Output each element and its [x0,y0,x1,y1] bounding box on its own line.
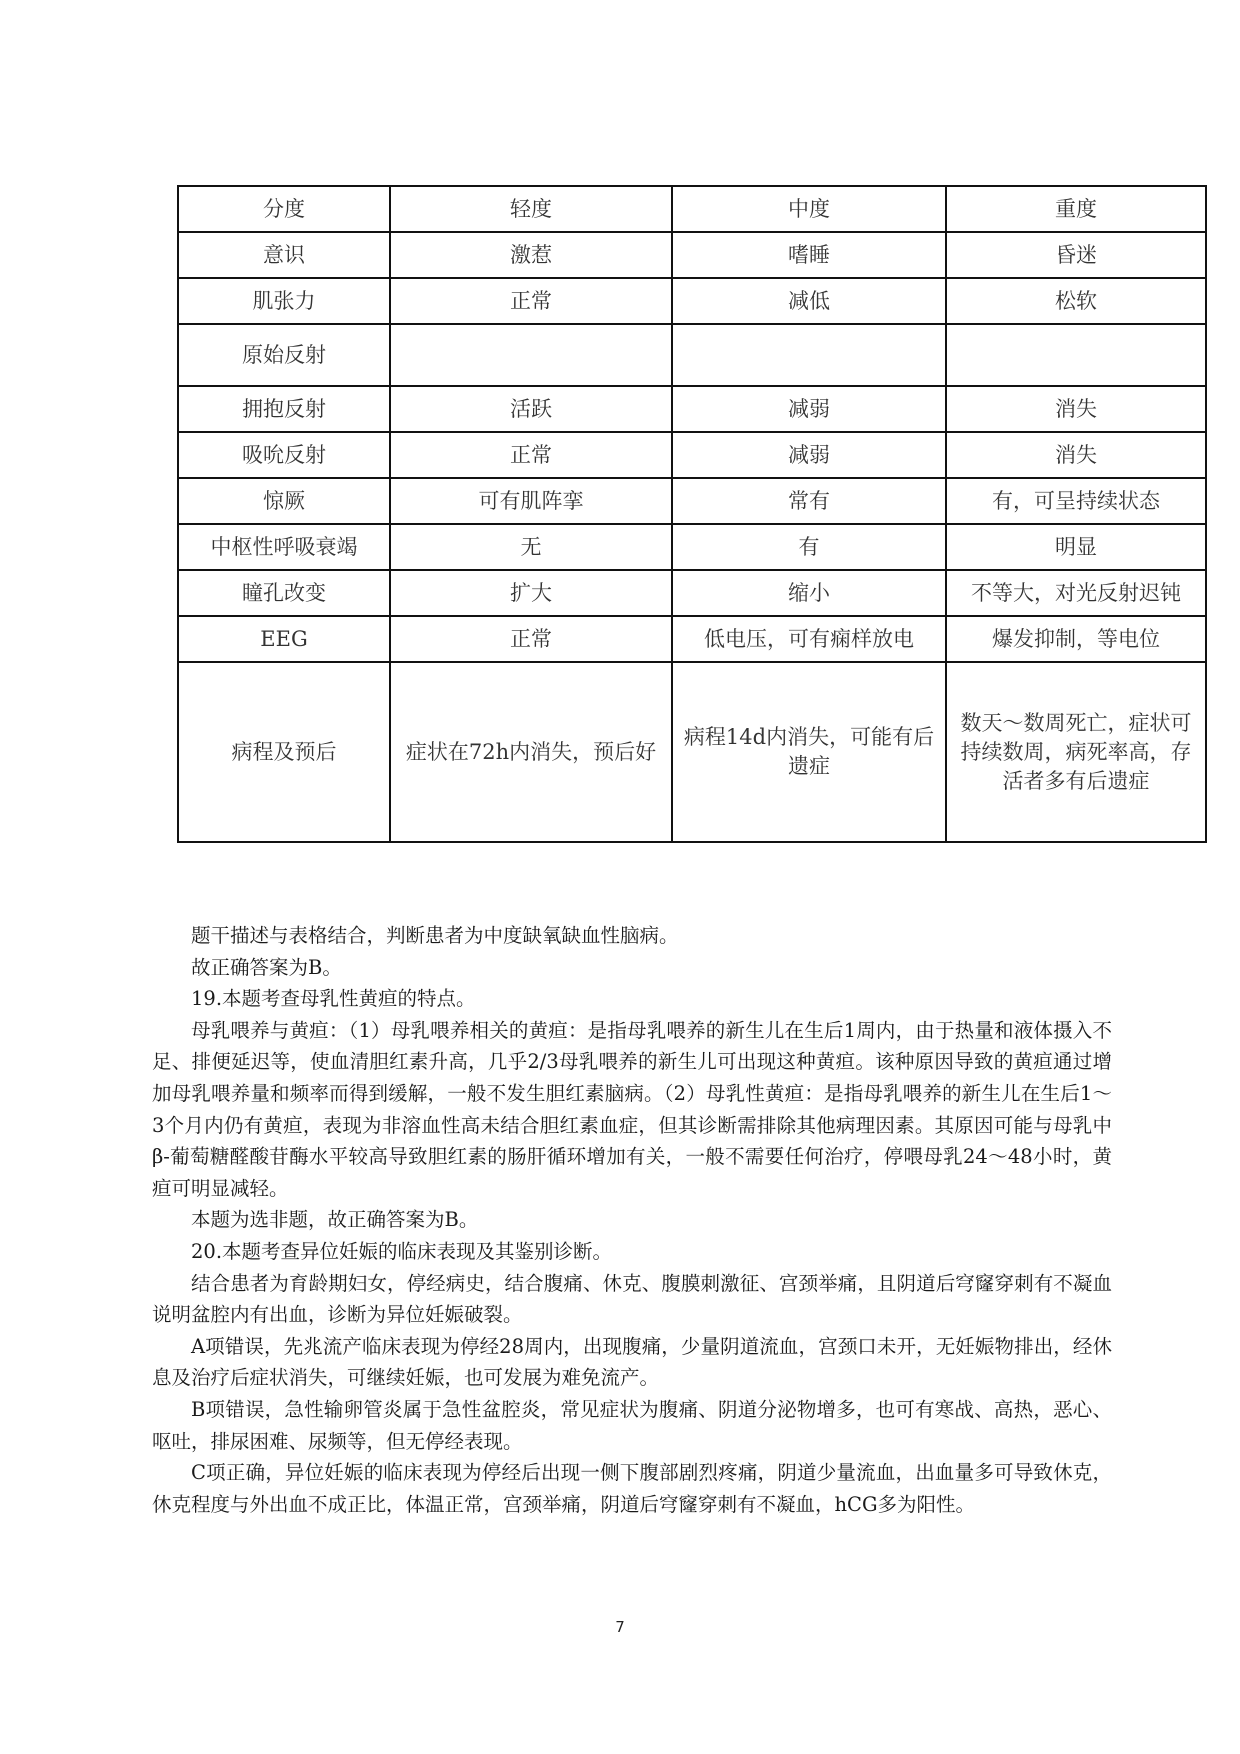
table-row [178,478,1206,524]
table-cell: 正常 [390,616,672,662]
paragraph: C项正确，异位妊娠的临床表现为停经后出现一侧下腹部剧烈疼痛，阴道少量流血，出血量多可导致休克，休克程度与外出血不成正比，体温正常，宫颈举痛，阴道后穹窿穿刺有不凝血，hCG多为阳性。 [152,1461,1112,1516]
table-cell: 病程14d内消失，可能有后遗症 [672,662,946,842]
row-label: 瞳孔改变 [178,570,390,616]
row-label: 拥抱反射 [178,386,390,432]
table-row [178,278,1206,324]
table-cell: 扩大 [390,570,672,616]
table-cell [946,324,1206,386]
hie-grading-table-container [177,185,1205,843]
answer-explanation-text [152,920,1112,1520]
table-row [178,524,1206,570]
table-cell: 缩小 [672,570,946,616]
table-cell: 低电压，可有痫样放电 [672,616,946,662]
table-cell: 常有 [672,478,946,524]
hie-grading-table [177,185,1207,843]
row-label: 惊厥 [178,478,390,524]
paragraph: 题干描述与表格结合，判断患者为中度缺氧缺血性脑病。 [191,924,679,947]
page-number: 7 [615,1618,625,1636]
table-cell: 正常 [390,432,672,478]
table-row [178,324,1206,386]
table-cell [672,324,946,386]
header-cell: 重度 [946,186,1206,232]
table-cell: 减弱 [672,386,946,432]
table-cell [390,324,672,386]
table-row [178,662,1206,842]
row-label: 病程及预后 [178,662,390,842]
table-row [178,386,1206,432]
row-label: 原始反射 [178,324,390,386]
paragraph: B项错误，急性输卵管炎属于急性盆腔炎，常见症状为腹痛、阴道分泌物增多，也可有寒战、高热，恶心、呕吐，排尿困难、尿频等，但无停经表现。 [152,1397,1112,1453]
header-cell: 中度 [672,186,946,232]
table-cell: 有，可呈持续状态 [946,478,1206,524]
table-cell: 激惹 [390,232,672,278]
table-cell: 昏迷 [946,232,1206,278]
header-cell: 分度 [178,186,390,232]
table-cell: 松软 [946,278,1206,324]
table-row [178,432,1206,478]
row-label: 肌张力 [178,278,390,324]
table-row [178,570,1206,616]
paragraph: A项错误，先兆流产临床表现为停经28周内，出现腹痛，少量阴道流血，宫颈口未开，无妊娠物排出，经休息及治疗后症状消失，可继续妊娠，也可发展为难免流产。 [152,1334,1112,1390]
paragraph: 母乳喂养与黄疸：（1）母乳喂养相关的黄疸：是指母乳喂养的新生儿在生后1周内，由于热量和液体摄入不足、排便延迟等，使血清胆红素升高，几乎2/3母乳喂养的新生儿可出现这种黄疸。该种原因导致的黄疸通过增加母乳喂养量和频率而得到缓解，一般不发生胆红素脑病。（2）母乳性黄疸：是指母乳喂养的新生儿在生后1～3个月内仍有黄疸，表现为非溶血性高未结合胆红素血症，但其诊断需排除其他病理因素。其原因可能与母乳中β-葡萄糖醛酸苷酶水平较高导致胆红素的肠肝循环增加有关，一般不需要任何治疗，停喂母乳24～48小时，黄疸可明显减轻。 [152,1018,1112,1200]
table-cell: 有 [672,524,946,570]
paragraph: 本题为选非题，故正确答案为B。 [191,1208,479,1232]
paragraph: 结合患者为育龄期妇女，停经病史，结合腹痛、休克、腹膜刺激征、宫颈举痛，且阴道后穹窿穿刺有不凝血说明盆腔内有出血，诊断为异位妊娠破裂。 [152,1271,1112,1327]
table-cell: 爆发抑制，等电位 [946,616,1206,662]
table-cell: 无 [390,524,672,570]
table-cell: 减弱 [672,432,946,478]
table-cell: 不等大，对光反射迟钝 [946,570,1206,616]
table-cell: 数天～数周死亡，症状可持续数周，病死率高，存活者多有后遗症 [946,662,1206,842]
table-cell: 消失 [946,386,1206,432]
table-cell: 明显 [946,524,1206,570]
paragraph: 故正确答案为B。 [191,955,342,979]
table-cell: 可有肌阵挛 [390,478,672,524]
table-cell: 正常 [390,278,672,324]
table-cell: 活跃 [390,386,672,432]
row-label: 意识 [178,232,390,278]
table-cell: 嗜睡 [672,232,946,278]
table-header-row [178,186,1206,232]
table-row [178,616,1206,662]
question-heading: 20.本题考查异位妊娠的临床表现及其鉴别诊断。 [191,1239,613,1263]
row-label: EEG [178,616,390,662]
question-heading: 19.本题考查母乳性黄疸的特点。 [191,987,476,1011]
table-cell: 消失 [946,432,1206,478]
table-row [178,232,1206,278]
header-cell: 轻度 [390,186,672,232]
table-cell: 症状在72h内消失，预后好 [390,662,672,842]
table-cell: 减低 [672,278,946,324]
row-label: 中枢性呼吸衰竭 [178,524,390,570]
row-label: 吸吮反射 [178,432,390,478]
